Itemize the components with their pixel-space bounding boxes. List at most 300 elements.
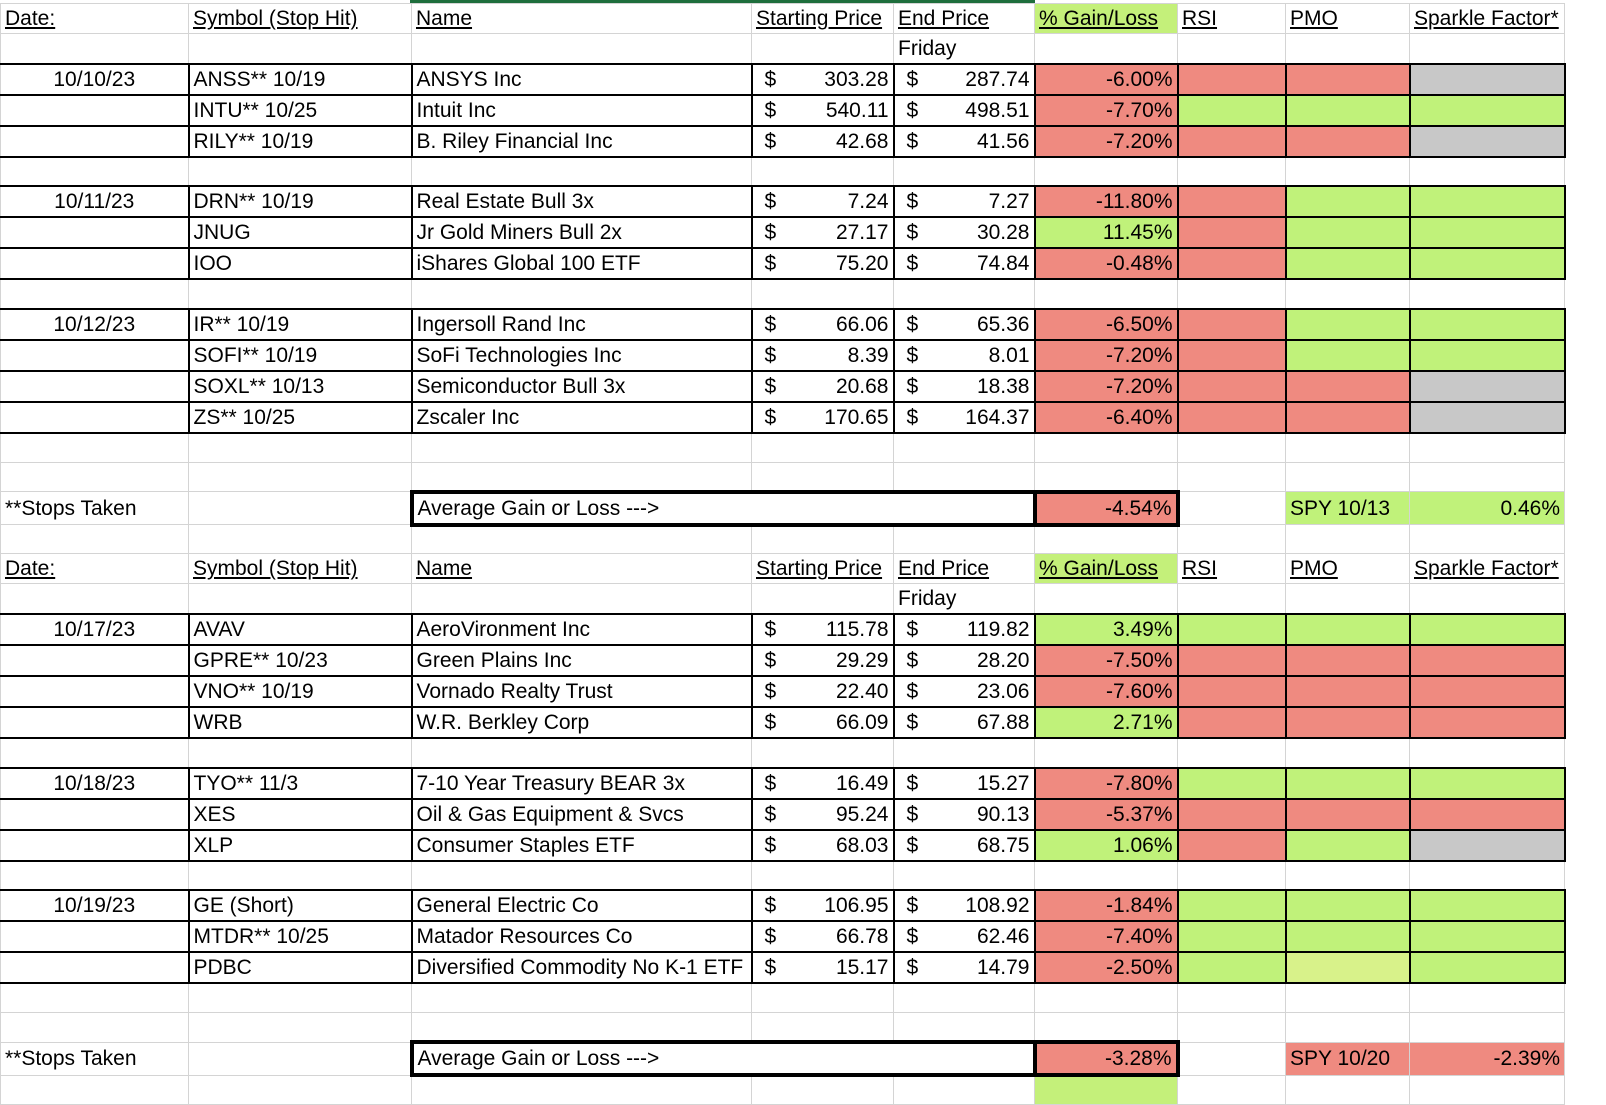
empty-cell[interactable] — [752, 861, 894, 890]
rsi-indicator-cell[interactable] — [1178, 217, 1286, 248]
name-cell[interactable]: Matador Resources Co — [412, 921, 752, 952]
empty-cell[interactable] — [1, 921, 189, 952]
empty-cell[interactable] — [1178, 34, 1286, 65]
starting-price-cell[interactable] — [752, 95, 894, 126]
symbol-cell[interactable]: DRN** 10/19 — [189, 186, 412, 217]
average-value[interactable]: -3.28% — [1035, 1042, 1178, 1075]
empty-cell[interactable] — [412, 279, 752, 308]
end-price-cell[interactable] — [894, 952, 1035, 983]
average-label[interactable]: Average Gain or Loss ---> — [412, 1042, 1035, 1075]
sparkle-factor-cell[interactable] — [1410, 707, 1565, 738]
empty-cell[interactable] — [1035, 433, 1178, 462]
date-cell[interactable]: 10/10/23 — [1, 64, 189, 95]
rsi-indicator-cell[interactable] — [1178, 952, 1286, 983]
rsi-indicator-cell[interactable] — [1178, 340, 1286, 371]
pmo-indicator-cell[interactable] — [1286, 799, 1410, 830]
sparkle-factor-cell[interactable] — [1410, 217, 1565, 248]
gain-loss-cell[interactable]: -6.40% — [1035, 402, 1178, 433]
symbol-cell[interactable]: VNO** 10/19 — [189, 676, 412, 707]
empty-cell[interactable] — [1, 402, 189, 433]
symbol-cell[interactable]: TYO** 11/3 — [189, 768, 412, 799]
empty-cell[interactable] — [1286, 462, 1410, 491]
empty-cell[interactable] — [894, 433, 1035, 462]
empty-cell[interactable] — [189, 1013, 412, 1042]
name-cell[interactable]: Intuit Inc — [412, 95, 752, 126]
empty-cell[interactable] — [189, 861, 412, 890]
empty-cell[interactable] — [1035, 525, 1178, 554]
empty-cell[interactable] — [1035, 34, 1178, 65]
empty-cell[interactable] — [1286, 983, 1410, 1012]
end-price-cell[interactable] — [894, 402, 1035, 433]
end-price-cell[interactable] — [894, 921, 1035, 952]
empty-cell[interactable] — [1, 248, 189, 279]
pmo-indicator-cell[interactable] — [1286, 614, 1410, 645]
header-date[interactable]: Date: — [1, 4, 189, 34]
symbol-cell[interactable]: ZS** 10/25 — [189, 402, 412, 433]
empty-cell[interactable] — [1, 340, 189, 371]
end-price-cell[interactable] — [894, 371, 1035, 402]
spy-value[interactable]: 0.46% — [1410, 492, 1565, 525]
empty-cell[interactable] — [1, 279, 189, 308]
gain-loss-cell[interactable]: 3.49% — [1035, 614, 1178, 645]
empty-cell[interactable] — [1035, 157, 1178, 186]
pmo-indicator-cell[interactable] — [1286, 830, 1410, 861]
rsi-indicator-cell[interactable] — [1178, 402, 1286, 433]
empty-cell[interactable] — [1178, 1075, 1286, 1104]
pmo-indicator-cell[interactable] — [1286, 645, 1410, 676]
empty-cell[interactable] — [412, 584, 752, 615]
empty-cell[interactable] — [1035, 861, 1178, 890]
gain-loss-cell[interactable]: -7.20% — [1035, 371, 1178, 402]
symbol-cell[interactable]: PDBC — [189, 952, 412, 983]
rsi-indicator-cell[interactable] — [1178, 614, 1286, 645]
empty-cell[interactable] — [752, 983, 894, 1012]
pmo-indicator-cell[interactable] — [1286, 126, 1410, 157]
empty-cell[interactable] — [189, 1042, 412, 1075]
empty-cell[interactable] — [412, 34, 752, 65]
pmo-indicator-cell[interactable] — [1286, 309, 1410, 340]
empty-cell[interactable] — [412, 462, 752, 491]
empty-cell[interactable] — [1, 645, 189, 676]
sparkle-factor-cell[interactable] — [1410, 614, 1565, 645]
pmo-indicator-cell[interactable] — [1286, 248, 1410, 279]
end-price-cell[interactable] — [894, 676, 1035, 707]
gain-loss-cell[interactable]: -7.60% — [1035, 676, 1178, 707]
empty-cell[interactable] — [1286, 34, 1410, 65]
symbol-cell[interactable]: SOXL** 10/13 — [189, 371, 412, 402]
date-cell[interactable]: 10/18/23 — [1, 768, 189, 799]
symbol-cell[interactable]: JNUG — [189, 217, 412, 248]
empty-cell[interactable] — [1, 433, 189, 462]
end-price-cell[interactable] — [894, 217, 1035, 248]
name-cell[interactable]: General Electric Co — [412, 890, 752, 921]
name-cell[interactable]: Semiconductor Bull 3x — [412, 371, 752, 402]
rsi-indicator-cell[interactable] — [1178, 645, 1286, 676]
starting-price-cell[interactable] — [752, 309, 894, 340]
gain-loss-cell[interactable]: -7.40% — [1035, 921, 1178, 952]
average-label[interactable]: Average Gain or Loss ---> — [412, 492, 1035, 525]
empty-cell[interactable] — [1178, 861, 1286, 890]
spy-label[interactable]: SPY 10/13 — [1286, 492, 1410, 525]
pmo-indicator-cell[interactable] — [1286, 186, 1410, 217]
header-date[interactable]: Date: — [1, 554, 189, 584]
sparkle-factor-cell[interactable] — [1410, 126, 1565, 157]
header-pmo[interactable]: PMO — [1286, 554, 1410, 584]
sparkle-factor-cell[interactable] — [1410, 64, 1565, 95]
pmo-indicator-cell[interactable] — [1286, 707, 1410, 738]
name-cell[interactable]: Zscaler Inc — [412, 402, 752, 433]
empty-cell[interactable] — [1410, 861, 1565, 890]
rsi-indicator-cell[interactable] — [1178, 126, 1286, 157]
starting-price-cell[interactable] — [752, 645, 894, 676]
average-value[interactable]: -4.54% — [1035, 492, 1178, 525]
gain-loss-cell[interactable]: -7.50% — [1035, 645, 1178, 676]
starting-price-cell[interactable] — [752, 890, 894, 921]
starting-price-cell[interactable] — [752, 768, 894, 799]
empty-cell[interactable] — [1178, 433, 1286, 462]
rsi-indicator-cell[interactable] — [1178, 309, 1286, 340]
symbol-cell[interactable]: SOFI** 10/19 — [189, 340, 412, 371]
name-cell[interactable]: Vornado Realty Trust — [412, 676, 752, 707]
empty-cell[interactable] — [1, 584, 189, 615]
empty-cell[interactable] — [1, 95, 189, 126]
empty-cell[interactable] — [1286, 738, 1410, 767]
pmo-indicator-cell[interactable] — [1286, 95, 1410, 126]
rsi-indicator-cell[interactable] — [1178, 707, 1286, 738]
sparkle-factor-cell[interactable] — [1410, 830, 1565, 861]
empty-cell[interactable] — [752, 584, 894, 615]
empty-cell[interactable] — [1, 799, 189, 830]
name-cell[interactable]: Jr Gold Miners Bull 2x — [412, 217, 752, 248]
pmo-indicator-cell[interactable] — [1286, 890, 1410, 921]
empty-cell[interactable] — [189, 1075, 412, 1104]
date-cell[interactable]: 10/11/23 — [1, 186, 189, 217]
empty-cell[interactable] — [1286, 584, 1410, 615]
empty-cell[interactable] — [1, 217, 189, 248]
starting-price-cell[interactable] — [752, 707, 894, 738]
gain-loss-cell[interactable]: -7.70% — [1035, 95, 1178, 126]
empty-cell[interactable] — [1035, 1075, 1178, 1104]
empty-cell[interactable] — [189, 584, 412, 615]
rsi-indicator-cell[interactable] — [1178, 248, 1286, 279]
empty-cell[interactable] — [1286, 1013, 1410, 1042]
empty-cell[interactable] — [1035, 983, 1178, 1012]
sparkle-factor-cell[interactable] — [1410, 371, 1565, 402]
pmo-indicator-cell[interactable] — [1286, 676, 1410, 707]
empty-cell[interactable] — [1286, 157, 1410, 186]
rsi-indicator-cell[interactable] — [1178, 676, 1286, 707]
empty-cell[interactable] — [1286, 525, 1410, 554]
symbol-cell[interactable]: IR** 10/19 — [189, 309, 412, 340]
end-price-cell[interactable] — [894, 64, 1035, 95]
starting-price-cell[interactable] — [752, 217, 894, 248]
name-cell[interactable]: B. Riley Financial Inc — [412, 126, 752, 157]
starting-price-cell[interactable] — [752, 799, 894, 830]
empty-cell[interactable] — [1410, 584, 1565, 615]
empty-cell[interactable] — [752, 433, 894, 462]
empty-cell[interactable] — [1410, 462, 1565, 491]
empty-cell[interactable] — [1286, 861, 1410, 890]
end-price-cell[interactable] — [894, 707, 1035, 738]
empty-cell[interactable] — [1178, 157, 1286, 186]
gain-loss-cell[interactable]: -0.48% — [1035, 248, 1178, 279]
name-cell[interactable]: ANSYS Inc — [412, 64, 752, 95]
empty-cell[interactable] — [189, 525, 412, 554]
name-cell[interactable]: SoFi Technologies Inc — [412, 340, 752, 371]
empty-cell[interactable] — [1, 861, 189, 890]
header-name[interactable]: Name — [412, 554, 752, 584]
symbol-cell[interactable]: MTDR** 10/25 — [189, 921, 412, 952]
symbol-cell[interactable]: IOO — [189, 248, 412, 279]
empty-cell[interactable] — [1178, 1013, 1286, 1042]
end-price-cell[interactable] — [894, 126, 1035, 157]
empty-cell[interactable] — [1178, 492, 1286, 525]
pmo-indicator-cell[interactable] — [1286, 217, 1410, 248]
name-cell[interactable]: Green Plains Inc — [412, 645, 752, 676]
empty-cell[interactable] — [752, 738, 894, 767]
empty-cell[interactable] — [1178, 738, 1286, 767]
empty-cell[interactable] — [894, 861, 1035, 890]
empty-cell[interactable] — [1178, 525, 1286, 554]
rsi-indicator-cell[interactable] — [1178, 890, 1286, 921]
header-gl[interactable]: % Gain/Loss — [1035, 554, 1178, 584]
starting-price-cell[interactable] — [752, 952, 894, 983]
empty-cell[interactable] — [894, 983, 1035, 1012]
pmo-indicator-cell[interactable] — [1286, 402, 1410, 433]
gain-loss-cell[interactable]: 2.71% — [1035, 707, 1178, 738]
end-price-cell[interactable] — [894, 614, 1035, 645]
empty-cell[interactable] — [894, 157, 1035, 186]
empty-cell[interactable] — [752, 462, 894, 491]
empty-cell[interactable] — [1, 676, 189, 707]
symbol-cell[interactable]: AVAV — [189, 614, 412, 645]
symbol-cell[interactable]: WRB — [189, 707, 412, 738]
sparkle-factor-cell[interactable] — [1410, 890, 1565, 921]
header-end[interactable]: End Price — [894, 4, 1035, 34]
gain-loss-cell[interactable]: 11.45% — [1035, 217, 1178, 248]
name-cell[interactable]: iShares Global 100 ETF — [412, 248, 752, 279]
empty-cell[interactable] — [1178, 1042, 1286, 1075]
gain-loss-cell[interactable]: -1.84% — [1035, 890, 1178, 921]
symbol-cell[interactable]: RILY** 10/19 — [189, 126, 412, 157]
end-price-cell[interactable] — [894, 186, 1035, 217]
empty-cell[interactable] — [412, 525, 752, 554]
sparkle-factor-cell[interactable] — [1410, 309, 1565, 340]
name-cell[interactable]: Diversified Commodity No K-1 ETF — [412, 952, 752, 983]
end-price-cell[interactable] — [894, 340, 1035, 371]
starting-price-cell[interactable] — [752, 921, 894, 952]
empty-cell[interactable] — [412, 433, 752, 462]
header-sparkle[interactable]: Sparkle Factor* — [1410, 554, 1565, 584]
empty-cell[interactable] — [412, 861, 752, 890]
sparkle-factor-cell[interactable] — [1410, 799, 1565, 830]
end-price-cell[interactable] — [894, 830, 1035, 861]
empty-cell[interactable] — [1, 707, 189, 738]
starting-price-cell[interactable] — [752, 676, 894, 707]
empty-cell[interactable] — [1035, 1013, 1178, 1042]
stops-taken-note[interactable]: **Stops Taken — [1, 492, 189, 525]
starting-price-cell[interactable] — [752, 64, 894, 95]
header-name[interactable]: Name — [412, 4, 752, 34]
name-cell[interactable]: Consumer Staples ETF — [412, 830, 752, 861]
empty-cell[interactable] — [752, 525, 894, 554]
starting-price-cell[interactable] — [752, 126, 894, 157]
sparkle-factor-cell[interactable] — [1410, 248, 1565, 279]
header-symbol[interactable]: Symbol (Stop Hit) — [189, 4, 412, 34]
empty-cell[interactable] — [1286, 1075, 1410, 1104]
empty-cell[interactable] — [412, 1075, 752, 1104]
empty-cell[interactable] — [1410, 433, 1565, 462]
empty-cell[interactable] — [412, 1013, 752, 1042]
empty-cell[interactable] — [1410, 738, 1565, 767]
gain-loss-cell[interactable]: -5.37% — [1035, 799, 1178, 830]
empty-cell[interactable] — [1035, 584, 1178, 615]
empty-cell[interactable] — [752, 157, 894, 186]
empty-cell[interactable] — [1, 1013, 189, 1042]
empty-cell[interactable] — [412, 738, 752, 767]
end-price-cell[interactable] — [894, 768, 1035, 799]
rsi-indicator-cell[interactable] — [1178, 95, 1286, 126]
rsi-indicator-cell[interactable] — [1178, 921, 1286, 952]
date-cell[interactable]: 10/19/23 — [1, 890, 189, 921]
empty-cell[interactable] — [1410, 525, 1565, 554]
gain-loss-cell[interactable]: -6.50% — [1035, 309, 1178, 340]
sparkle-factor-cell[interactable] — [1410, 676, 1565, 707]
rsi-indicator-cell[interactable] — [1178, 371, 1286, 402]
empty-cell[interactable] — [1410, 34, 1565, 65]
empty-cell[interactable] — [1, 34, 189, 65]
date-cell[interactable]: 10/12/23 — [1, 309, 189, 340]
pmo-indicator-cell[interactable] — [1286, 921, 1410, 952]
name-cell[interactable]: Real Estate Bull 3x — [412, 186, 752, 217]
header-rsi[interactable]: RSI — [1178, 554, 1286, 584]
empty-cell[interactable] — [1410, 1013, 1565, 1042]
empty-cell[interactable] — [1178, 462, 1286, 491]
empty-cell[interactable] — [412, 983, 752, 1012]
starting-price-cell[interactable] — [752, 248, 894, 279]
empty-cell[interactable] — [1, 462, 189, 491]
end-price-cell[interactable] — [894, 645, 1035, 676]
header-start[interactable]: Starting Price — [752, 554, 894, 584]
starting-price-cell[interactable] — [752, 186, 894, 217]
starting-price-cell[interactable] — [752, 614, 894, 645]
header-pmo[interactable]: PMO — [1286, 4, 1410, 34]
header-symbol[interactable]: Symbol (Stop Hit) — [189, 554, 412, 584]
empty-cell[interactable] — [1286, 279, 1410, 308]
gain-loss-cell[interactable]: -6.00% — [1035, 64, 1178, 95]
empty-cell[interactable] — [189, 462, 412, 491]
sparkle-factor-cell[interactable] — [1410, 952, 1565, 983]
symbol-cell[interactable]: INTU** 10/25 — [189, 95, 412, 126]
empty-cell[interactable] — [1035, 462, 1178, 491]
rsi-indicator-cell[interactable] — [1178, 64, 1286, 95]
empty-cell[interactable] — [894, 525, 1035, 554]
pmo-indicator-cell[interactable] — [1286, 340, 1410, 371]
end-price-cell[interactable] — [894, 95, 1035, 126]
symbol-cell[interactable]: GE (Short) — [189, 890, 412, 921]
pmo-indicator-cell[interactable] — [1286, 768, 1410, 799]
sparkle-factor-cell[interactable] — [1410, 921, 1565, 952]
empty-cell[interactable] — [1, 525, 189, 554]
empty-cell[interactable] — [1, 738, 189, 767]
empty-cell[interactable] — [1, 830, 189, 861]
starting-price-cell[interactable] — [752, 402, 894, 433]
empty-cell[interactable] — [894, 462, 1035, 491]
symbol-cell[interactable]: XES — [189, 799, 412, 830]
name-cell[interactable]: Oil & Gas Equipment & Svcs — [412, 799, 752, 830]
header-start[interactable]: Starting Price — [752, 4, 894, 34]
sparkle-factor-cell[interactable] — [1410, 186, 1565, 217]
empty-cell[interactable] — [1, 157, 189, 186]
empty-cell[interactable] — [894, 1013, 1035, 1042]
gain-loss-cell[interactable]: -7.80% — [1035, 768, 1178, 799]
empty-cell[interactable] — [1410, 279, 1565, 308]
empty-cell[interactable] — [189, 279, 412, 308]
symbol-cell[interactable]: GPRE** 10/23 — [189, 645, 412, 676]
empty-cell[interactable] — [412, 157, 752, 186]
end-price-cell[interactable] — [894, 890, 1035, 921]
empty-cell[interactable] — [894, 279, 1035, 308]
empty-cell[interactable] — [189, 157, 412, 186]
name-cell[interactable]: AeroVironment Inc — [412, 614, 752, 645]
header-rsi[interactable]: RSI — [1178, 4, 1286, 34]
empty-cell[interactable] — [752, 279, 894, 308]
empty-cell[interactable] — [1035, 279, 1178, 308]
empty-cell[interactable] — [1035, 738, 1178, 767]
empty-cell[interactable] — [1, 1075, 189, 1104]
name-cell[interactable]: 7-10 Year Treasury BEAR 3x — [412, 768, 752, 799]
sparkle-factor-cell[interactable] — [1410, 645, 1565, 676]
empty-cell[interactable] — [1410, 1075, 1565, 1104]
empty-cell[interactable] — [1410, 157, 1565, 186]
symbol-cell[interactable]: ANSS** 10/19 — [189, 64, 412, 95]
header-end[interactable]: End Price — [894, 554, 1035, 584]
stops-taken-note[interactable]: **Stops Taken — [1, 1042, 189, 1075]
end-price-cell[interactable] — [894, 248, 1035, 279]
empty-cell[interactable] — [189, 492, 412, 525]
header-friday[interactable]: Friday — [894, 34, 1035, 65]
empty-cell[interactable] — [189, 983, 412, 1012]
gain-loss-cell[interactable]: -2.50% — [1035, 952, 1178, 983]
pmo-indicator-cell[interactable] — [1286, 371, 1410, 402]
starting-price-cell[interactable] — [752, 830, 894, 861]
empty-cell[interactable] — [894, 738, 1035, 767]
empty-cell[interactable] — [1, 371, 189, 402]
sparkle-factor-cell[interactable] — [1410, 768, 1565, 799]
date-cell[interactable]: 10/17/23 — [1, 614, 189, 645]
gain-loss-cell[interactable]: -7.20% — [1035, 340, 1178, 371]
empty-cell[interactable] — [1286, 433, 1410, 462]
pmo-indicator-cell[interactable] — [1286, 952, 1410, 983]
empty-cell[interactable] — [752, 1075, 894, 1104]
sparkle-factor-cell[interactable] — [1410, 95, 1565, 126]
empty-cell[interactable] — [752, 34, 894, 65]
empty-cell[interactable] — [1, 983, 189, 1012]
header-friday[interactable]: Friday — [894, 584, 1035, 615]
empty-cell[interactable] — [189, 34, 412, 65]
header-gl[interactable]: % Gain/Loss — [1035, 4, 1178, 34]
symbol-cell[interactable]: XLP — [189, 830, 412, 861]
rsi-indicator-cell[interactable] — [1178, 799, 1286, 830]
spy-value[interactable]: -2.39% — [1410, 1042, 1565, 1075]
name-cell[interactable]: Ingersoll Rand Inc — [412, 309, 752, 340]
header-sparkle[interactable]: Sparkle Factor* — [1410, 4, 1565, 34]
empty-cell[interactable] — [752, 1013, 894, 1042]
starting-price-cell[interactable] — [752, 340, 894, 371]
gain-loss-cell[interactable]: -7.20% — [1035, 126, 1178, 157]
gain-loss-cell[interactable]: 1.06% — [1035, 830, 1178, 861]
empty-cell[interactable] — [1, 952, 189, 983]
